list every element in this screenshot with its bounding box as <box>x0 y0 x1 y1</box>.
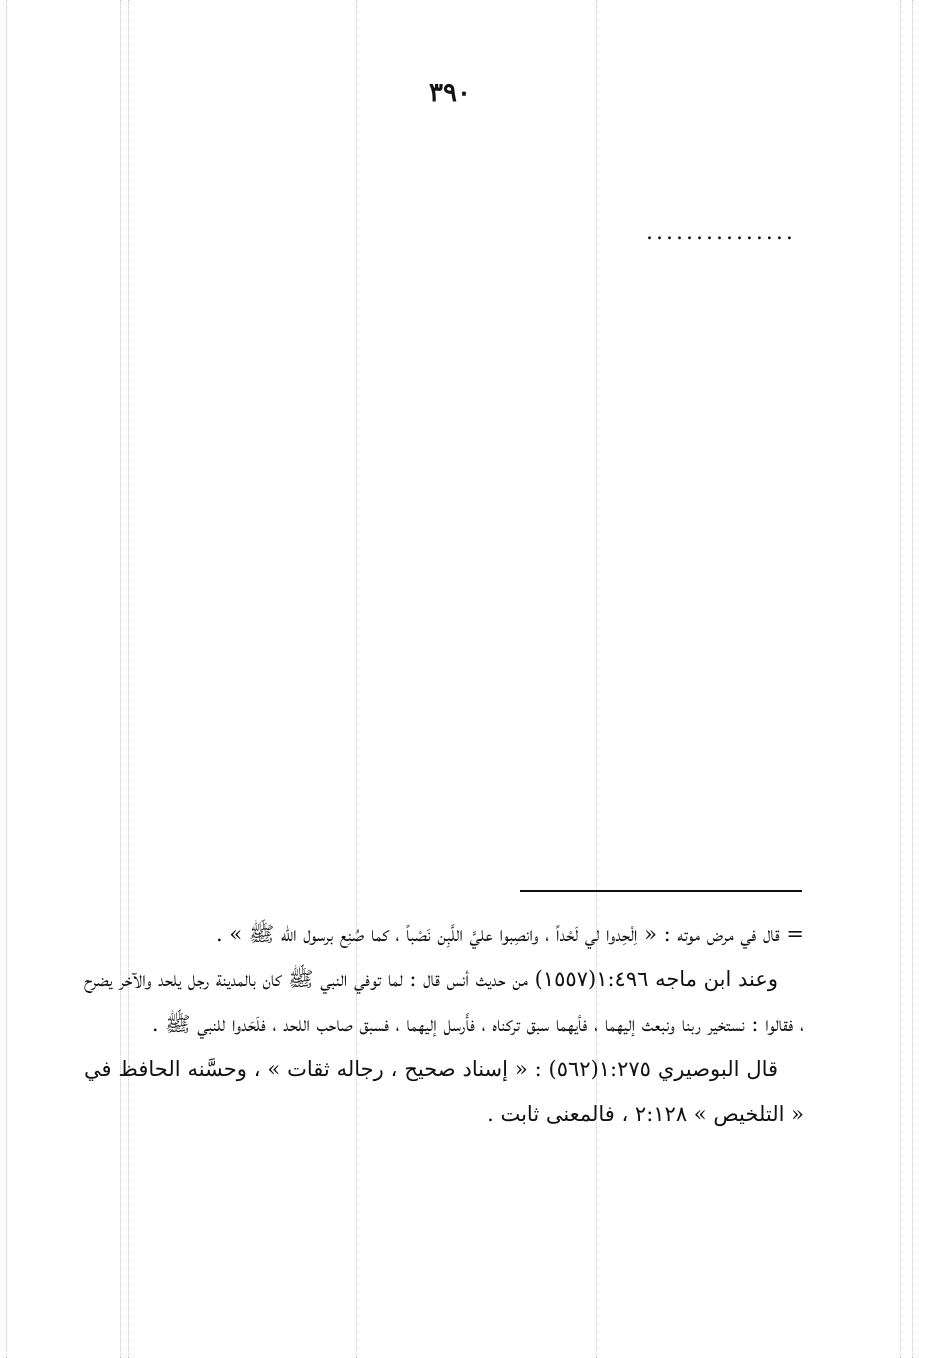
footnote-paragraph-continuation: = قال في مرض موته : « اِلْحِدوا لي لَحْداً ، وانصِبوا عليَّ اللَّبِن نَصْباً ، كما صُنِع برسول الله ﷺ » . <box>215 922 804 946</box>
footnote-block <box>84 912 804 1137</box>
scan-artifact-line <box>596 0 597 1358</box>
footnote-paragraph-ibn-majah: وعند ابن ماجه ١:٤٩٦(١٥٥٧) من حديث أنس قال : لما توفي النبي ﷺ كان بالمدينة رجل يلحد والآخر يضرح ، فقالوا : نستخير ربنا ونبعث إليهما ، فأيهما سبق تركناه ، فأَرسل إليهما ، فسبق صاحب اللحد ، فلَحَدوا للنبي ﷺ . <box>83 967 804 1036</box>
page-number: ٣٩٠ <box>429 78 471 108</box>
scan-artifact-line <box>128 0 129 1358</box>
scan-artifact-line <box>912 0 913 1358</box>
footnote-paragraph-busiri: قال البوصيري ١:٢٧٥(٥٦٢) : « إسناد صحيح ، رجاله ثقات » ، وحسَّنه الحافظ في « التلخيص » ٢:١٢٨ ، فالمعنى ثابت . <box>84 1057 804 1126</box>
footnote-separator <box>520 890 802 892</box>
scan-artifact-line <box>6 0 7 1358</box>
scan-artifact-line <box>120 0 121 1358</box>
scan-artifact-line <box>356 0 357 1358</box>
dotted-leader: ............... <box>646 222 796 244</box>
scan-artifact-line <box>900 0 901 1358</box>
